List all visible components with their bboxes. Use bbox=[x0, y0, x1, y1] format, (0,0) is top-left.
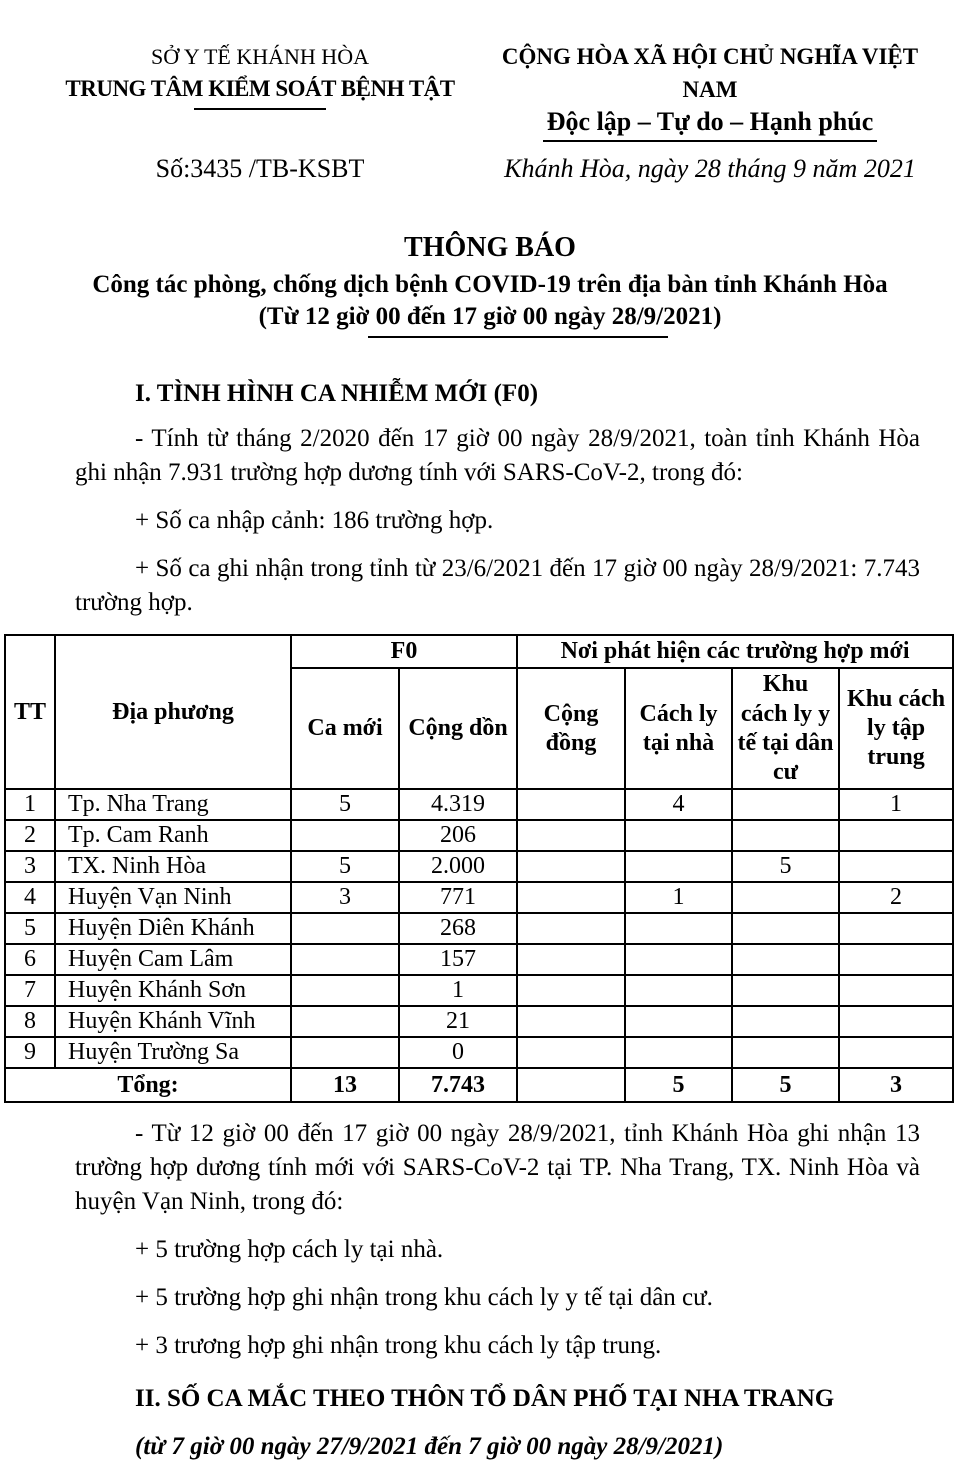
table-cell bbox=[732, 944, 839, 975]
paragraph-total-cases: - Tính từ tháng 2/2020 đến 17 giờ 00 ngày 28/9/2021, toàn tỉnh Khánh Hòa ghi nhận 7.931 trường hợp dương tính với SARS-CoV-2, trong đó: bbox=[75, 425, 920, 486]
table-cell bbox=[732, 1006, 839, 1037]
org-unit-name: TRUNG TÂM KIỂM SOÁT BỆNH TẬT bbox=[65, 76, 455, 101]
table-cell bbox=[839, 975, 953, 1006]
document-body bbox=[75, 380, 920, 620]
table-cell: 9 bbox=[5, 1037, 55, 1068]
table-cell: 4 bbox=[5, 882, 55, 913]
col-header-home-quarantine: Cách ly tại nhà bbox=[625, 668, 732, 789]
table-cell bbox=[291, 913, 399, 944]
col-header-cumulative: Cộng dồn bbox=[399, 668, 517, 789]
table-cell bbox=[517, 882, 625, 913]
table-row bbox=[5, 882, 953, 913]
table-cell bbox=[517, 1037, 625, 1068]
table-cell bbox=[625, 1006, 732, 1037]
table-cell: 5 bbox=[291, 851, 399, 882]
issuing-org-block bbox=[40, 40, 480, 142]
covid-cases-table bbox=[4, 634, 954, 1103]
letterhead bbox=[0, 40, 980, 142]
table-cell: Tp. Nha Trang bbox=[55, 789, 291, 820]
table-cell bbox=[732, 820, 839, 851]
table-cell bbox=[625, 1037, 732, 1068]
paragraph-medical-zone-cases: + 5 trường hợp ghi nhận trong khu cách ly y tế tại dân cư. bbox=[135, 1284, 713, 1312]
paragraph-home-quarantine-cases: + 5 trường hợp cách ly tại nhà. bbox=[135, 1236, 444, 1264]
table-total-cell: 5 bbox=[625, 1068, 732, 1102]
table-cell: 1 bbox=[399, 975, 517, 1006]
national-motto-block bbox=[480, 40, 940, 142]
table-total-cell: 13 bbox=[291, 1068, 399, 1102]
table-cell bbox=[291, 820, 399, 851]
paragraph-imported-cases: + Số ca nhập cảnh: 186 trường hợp. bbox=[135, 507, 494, 534]
table-total-cell: 5 bbox=[732, 1068, 839, 1102]
table-cell: 2 bbox=[5, 820, 55, 851]
table-cell bbox=[625, 975, 732, 1006]
place-and-date: Khánh Hòa, ngày 28 tháng 9 năm 2021 bbox=[504, 154, 916, 183]
document-subtitle-line2: (Từ 12 giờ 00 đến 17 giờ 00 ngày 28/9/2021) bbox=[258, 303, 722, 330]
org-underline bbox=[194, 108, 326, 110]
table-cell bbox=[517, 975, 625, 1006]
table-cell: 771 bbox=[399, 882, 517, 913]
title-block bbox=[0, 230, 980, 338]
table-total-cell: 7.743 bbox=[399, 1068, 517, 1102]
table-cell bbox=[839, 913, 953, 944]
paragraph-central-quarantine-cases: + 3 trương hợp ghi nhận trong khu cách ly tập trung. bbox=[135, 1332, 662, 1360]
table-header bbox=[5, 635, 953, 789]
paragraph-domestic-cases: + Số ca ghi nhận trong tỉnh từ 23/6/2021 đến 17 giờ 00 ngày 28/9/2021: 7.743 trường hợp. bbox=[75, 555, 920, 616]
table-cell bbox=[732, 1037, 839, 1068]
table-cell: 4 bbox=[625, 789, 732, 820]
table-cell: Huyện Cam Lâm bbox=[55, 944, 291, 975]
table-cell bbox=[732, 789, 839, 820]
col-group-f0: F0 bbox=[291, 635, 517, 668]
national-motto: Độc lập – Tự do – Hạnh phúc bbox=[543, 106, 878, 142]
col-header-tt: TT bbox=[5, 635, 55, 789]
document-page bbox=[0, 40, 980, 1461]
table-cell bbox=[517, 820, 625, 851]
national-title: CỘNG HÒA XÃ HỘI CHỦ NGHĨA VIỆT NAM bbox=[501, 44, 919, 102]
table-row bbox=[5, 789, 953, 820]
table-cell: 157 bbox=[399, 944, 517, 975]
table-row bbox=[5, 1037, 953, 1068]
col-header-community: Cộng đồng bbox=[517, 668, 625, 789]
table-cell: 268 bbox=[399, 913, 517, 944]
table-cell bbox=[839, 1006, 953, 1037]
table-cell: Huyện Trường Sa bbox=[55, 1037, 291, 1068]
col-group-detection-place: Nơi phát hiện các trường hợp mới bbox=[517, 635, 953, 668]
table-cell bbox=[291, 1037, 399, 1068]
table-cell: Huyện Khánh Sơn bbox=[55, 975, 291, 1006]
table-cell: Tp. Cam Ranh bbox=[55, 820, 291, 851]
table-cell: 8 bbox=[5, 1006, 55, 1037]
table-cell bbox=[291, 1006, 399, 1037]
table-cell bbox=[839, 820, 953, 851]
table-cell bbox=[839, 851, 953, 882]
table-row bbox=[5, 820, 953, 851]
table-cell: 1 bbox=[839, 789, 953, 820]
table-cell: 3 bbox=[5, 851, 55, 882]
number-date-row bbox=[0, 154, 980, 184]
table-cell bbox=[732, 975, 839, 1006]
table-row bbox=[5, 1006, 953, 1037]
title-underline bbox=[368, 336, 668, 338]
table-cell: 5 bbox=[732, 851, 839, 882]
table-cell: 21 bbox=[399, 1006, 517, 1037]
document-body-after-table bbox=[75, 1117, 920, 1461]
table-total-cell bbox=[517, 1068, 625, 1102]
table-cell: Huyện Diên Khánh bbox=[55, 913, 291, 944]
table-cell bbox=[732, 882, 839, 913]
table-cell bbox=[517, 944, 625, 975]
table-total-label: Tổng: bbox=[5, 1068, 291, 1102]
table-cell bbox=[517, 789, 625, 820]
table-cell bbox=[625, 944, 732, 975]
table-cell: 4.319 bbox=[399, 789, 517, 820]
table-cell bbox=[517, 851, 625, 882]
document-title: THÔNG BÁO bbox=[404, 232, 576, 263]
table-cell: 6 bbox=[5, 944, 55, 975]
table-cell: TX. Ninh Hòa bbox=[55, 851, 291, 882]
document-subtitle-line1: Công tác phòng, chống dịch bệnh COVID-19 trên địa bàn tỉnh Khánh Hòa bbox=[92, 271, 888, 298]
table-cell: 3 bbox=[291, 882, 399, 913]
table-cell bbox=[291, 944, 399, 975]
section2-heading: II. SỐ CA MẮC THEO THÔN TỔ DÂN PHỐ TẠI NHA TRANG bbox=[135, 1385, 835, 1413]
paragraph-new-cases-summary: - Từ 12 giờ 00 đến 17 giờ 00 ngày 28/9/2021, tỉnh Khánh Hòa ghi nhận 13 trường hợp dương tính mới với SARS-CoV-2 tại TP. Nha Trang, TX. Ninh Hòa và huyện Vạn Ninh, trong đó: bbox=[75, 1120, 920, 1216]
col-header-medical-zone: Khu cách ly y tế tại dân cư bbox=[732, 668, 839, 789]
org-parent-name: SỞ Y TẾ KHÁNH HÒA bbox=[151, 44, 369, 69]
table-row bbox=[5, 913, 953, 944]
table-cell: 1 bbox=[5, 789, 55, 820]
col-header-new-cases: Ca mới bbox=[291, 668, 399, 789]
table-cell: 5 bbox=[291, 789, 399, 820]
table-cell bbox=[625, 820, 732, 851]
table-cell: 2 bbox=[839, 882, 953, 913]
table-cell: 0 bbox=[399, 1037, 517, 1068]
table-cell: 206 bbox=[399, 820, 517, 851]
table-row bbox=[5, 944, 953, 975]
table-cell bbox=[732, 913, 839, 944]
table-total-cell: 3 bbox=[839, 1068, 953, 1102]
section1-heading: I. TÌNH HÌNH CA NHIỄM MỚI (F0) bbox=[135, 380, 539, 407]
table-cell bbox=[625, 851, 732, 882]
col-header-central-quarantine: Khu cách ly tập trung bbox=[839, 668, 953, 789]
table-total-row bbox=[5, 1068, 953, 1102]
table-cell: Huyện Vạn Ninh bbox=[55, 882, 291, 913]
col-header-location: Địa phương bbox=[55, 635, 291, 789]
table-cell: 5 bbox=[5, 913, 55, 944]
table-cell bbox=[517, 1006, 625, 1037]
table-cell: Huyện Khánh Vĩnh bbox=[55, 1006, 291, 1037]
table-cell bbox=[839, 944, 953, 975]
table-cell bbox=[839, 1037, 953, 1068]
section2-subtitle: (từ 7 giờ 00 ngày 27/9/2021 đến 7 giờ 00 ngày 28/9/2021) bbox=[135, 1433, 724, 1461]
table-cell: 2.000 bbox=[399, 851, 517, 882]
table-cell bbox=[291, 975, 399, 1006]
table-row bbox=[5, 975, 953, 1006]
table-cell bbox=[625, 913, 732, 944]
table-cell bbox=[517, 913, 625, 944]
table-cell: 7 bbox=[5, 975, 55, 1006]
document-number: Số:3435 /TB-KSBT bbox=[155, 154, 365, 183]
table-cell: 1 bbox=[625, 882, 732, 913]
covid-table-body bbox=[5, 789, 953, 1102]
table-row bbox=[5, 851, 953, 882]
